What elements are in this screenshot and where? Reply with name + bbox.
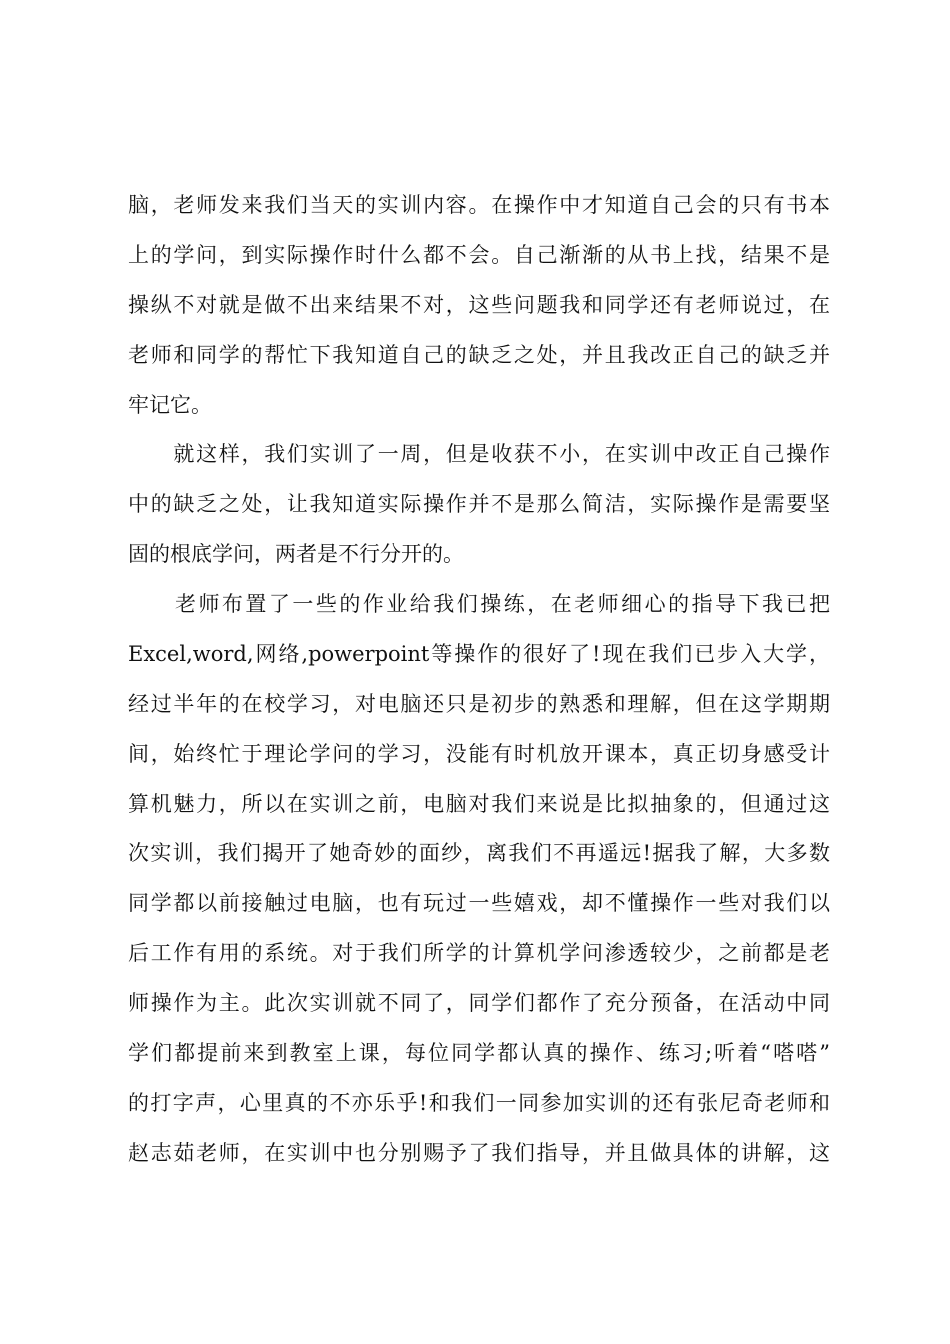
text-line: 次实训，我们揭开了她奇妙的面纱，离我们不再遥远!据我了解，大多数 xyxy=(128,841,830,865)
text-line: 赵志茹老师，在实训中也分别赐予了我们指导，并且做具体的讲解，这 xyxy=(128,1141,830,1165)
text-line: 中的缺乏之处，让我知道实际操作并不是那么简洁，实际操作是需要坚 xyxy=(128,492,830,516)
text-line: 就这样，我们实训了一周，但是收获不小，在实训中改正自己操作 xyxy=(128,442,830,466)
text-line: Excel,word,网络,powerpoint等操作的很好了!现在我们已步入大学， xyxy=(128,642,830,666)
text-line: 老师布置了一些的作业给我们操练，在老师细心的指导下我已把 xyxy=(128,592,830,616)
text-line: 经过半年的在校学习，对电脑还只是初步的熟悉和理解，但在这学期期 xyxy=(128,692,830,716)
text-line: 间，始终忙于理论学问的学习，没能有时机放开课本，真正切身感受计 xyxy=(128,742,830,766)
text-line: 的打字声，心里真的不亦乐乎!和我们一同参加实训的还有张尼奇老师和 xyxy=(128,1091,830,1115)
text-line: 同学都以前接触过电脑，也有玩过一些嬉戏，却不懂操作一些对我们以 xyxy=(128,891,830,915)
text-line: 脑，老师发来我们当天的实训内容。在操作中才知道自己会的只有书本 xyxy=(128,193,830,217)
text-line: 牢记它。 xyxy=(128,393,212,417)
text-line: 师操作为主。此次实训就不同了，同学们都作了充分预备，在活动中同 xyxy=(128,991,830,1015)
text-line: 操纵不对就是做不出来结果不对，这些问题我和同学还有老师说过，在 xyxy=(128,293,830,317)
text-line: 学们都提前来到教室上课，每位同学都认真的操作、练习;听着“嗒嗒” xyxy=(128,1041,830,1065)
text-line: 后工作有用的系统。对于我们所学的计算机学问渗透较少，之前都是老 xyxy=(128,941,830,965)
text-line: 老师和同学的帮忙下我知道自己的缺乏之处，并且我改正自己的缺乏并 xyxy=(128,343,830,367)
text-line: 上的学问，到实际操作时什么都不会。自己渐渐的从书上找，结果不是 xyxy=(128,243,830,267)
text-line: 算机魅力，所以在实训之前，电脑对我们来说是比拟抽象的，但通过这 xyxy=(128,792,830,816)
text-line: 固的根底学问，两者是不行分开的。 xyxy=(128,542,464,566)
